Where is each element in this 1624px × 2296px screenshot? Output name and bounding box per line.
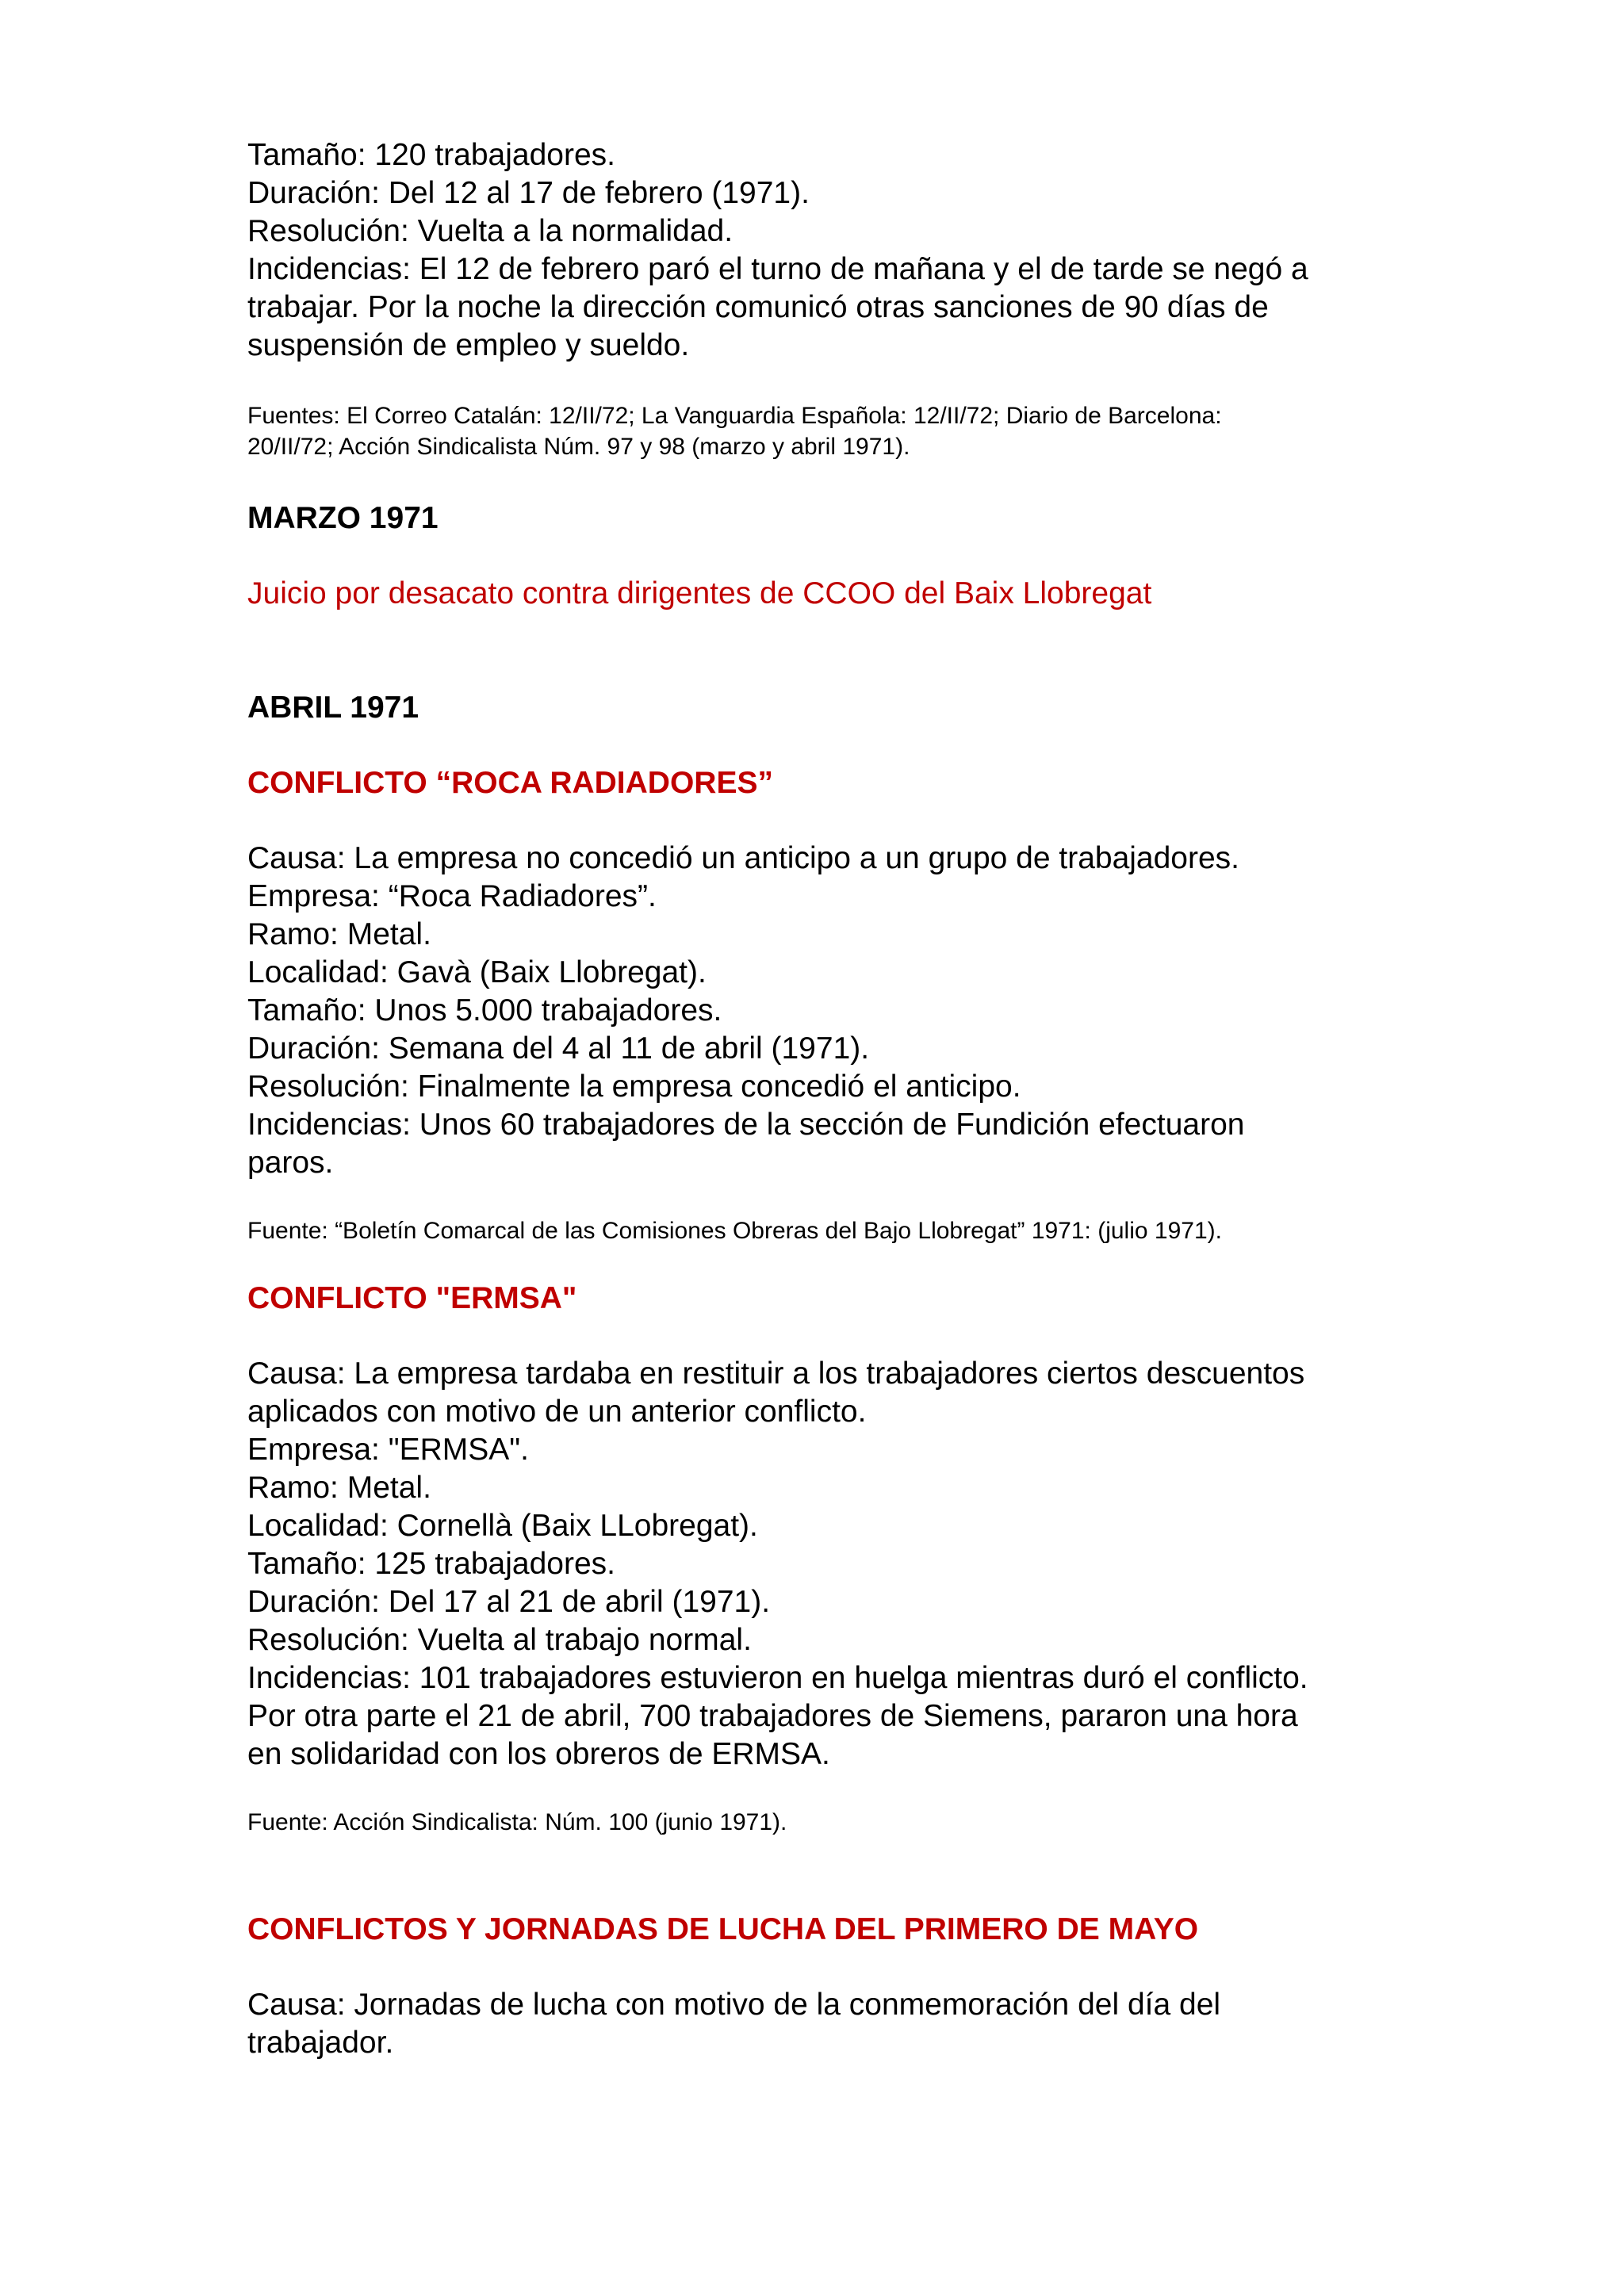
roca-conflict-details xyxy=(247,840,1405,1182)
roca-cause-line: Causa: La empresa no concedió un anticipo a un grupo de trabajadores. xyxy=(247,841,1240,875)
ermsa-cause-line: Causa: La empresa tardaba en restituir a los trabajadores ciertos descuentos xyxy=(247,1357,1305,1391)
roca-sector-line: Ramo: Metal. xyxy=(247,917,431,951)
ermsa-conflict-details xyxy=(247,1355,1405,1774)
ermsa-source: Fuente: Acción Sindicalista: Núm. 100 (junio 1971). xyxy=(247,1809,787,1835)
ermsa-size-line: Tamaño: 125 trabajadores. xyxy=(247,1547,615,1581)
ermsa-company-line: Empresa: "ERMSA". xyxy=(247,1433,529,1467)
month-heading-marzo: MARZO 1971 xyxy=(247,501,439,535)
conflict-heading-mayo: CONFLICTOS Y JORNADAS DE LUCHA DEL PRIMERO DE MAYO xyxy=(247,1912,1199,1946)
ermsa-resolution-line: Resolución: Vuelta al trabajo normal. xyxy=(247,1623,752,1657)
conflict-heading-roca: CONFLICTO “ROCA RADIADORES” xyxy=(247,766,773,800)
roca-resolution-line: Resolución: Finalmente la empresa concedió el anticipo. xyxy=(247,1070,1021,1104)
roca-incidents-line: paros. xyxy=(247,1146,334,1180)
intro-size-line: Tamaño: 120 trabajadores. xyxy=(247,138,615,172)
intro-sources xyxy=(247,400,1405,462)
intro-incidents-line: trabajar. Por la noche la dirección comunicó otras sanciones de 90 días de xyxy=(247,290,1269,324)
conflict-heading-ermsa: CONFLICTO "ERMSA" xyxy=(247,1281,577,1315)
roca-source: Fuente: “Boletín Comarcal de las Comisiones Obreras del Bajo Llobregat” 1971: (julio 1971). xyxy=(247,1218,1222,1244)
roca-duration-line: Duración: Semana del 4 al 11 de abril (1971). xyxy=(247,1031,870,1066)
marzo-event-title: Juicio por desacato contra dirigentes de CCOO del Baix Llobregat xyxy=(247,576,1152,610)
ermsa-incidents-line: Incidencias: 101 trabajadores estuvieron en huelga mientras duró el conflicto. xyxy=(247,1661,1308,1695)
roca-company-line: Empresa: “Roca Radiadores”. xyxy=(247,879,657,913)
document-page xyxy=(247,136,1405,2062)
roca-size-line: Tamaño: Unos 5.000 trabajadores. xyxy=(247,993,722,1027)
ermsa-duration-line: Duración: Del 17 al 21 de abril (1971). xyxy=(247,1585,771,1619)
source-line: 20/II/72; Acción Sindicalista Núm. 97 y 98 (marzo y abril 1971). xyxy=(247,434,910,460)
intro-resolution-line: Resolución: Vuelta a la normalidad. xyxy=(247,214,733,248)
intro-conflict-details xyxy=(247,136,1405,365)
ermsa-incidents-line: Por otra parte el 21 de abril, 700 trabajadores de Siemens, pararon una hora xyxy=(247,1699,1298,1733)
month-heading-abril: ABRIL 1971 xyxy=(247,691,419,725)
ermsa-incidents-line: en solidaridad con los obreros de ERMSA. xyxy=(247,1737,830,1771)
roca-location-line: Localidad: Gavà (Baix Llobregat). xyxy=(247,955,707,989)
roca-incidents-line: Incidencias: Unos 60 trabajadores de la sección de Fundición efectuaron xyxy=(247,1108,1245,1142)
ermsa-location-line: Localidad: Cornellà (Baix LLobregat). xyxy=(247,1509,758,1543)
ermsa-cause-line: aplicados con motivo de un anterior conflicto. xyxy=(247,1395,867,1429)
mayo-cause-line: trabajador. xyxy=(247,2026,394,2060)
source-line: Fuentes: El Correo Catalán: 12/II/72; La Vanguardia Española: 12/II/72; Diario de Barcelona: xyxy=(247,403,1222,429)
intro-incidents-line: suspensión de empleo y sueldo. xyxy=(247,328,690,362)
ermsa-sector-line: Ramo: Metal. xyxy=(247,1471,431,1505)
mayo-cause-line: Causa: Jornadas de lucha con motivo de la conmemoración del día del xyxy=(247,1988,1221,2022)
intro-duration-line: Duración: Del 12 al 17 de febrero (1971). xyxy=(247,176,810,210)
intro-incidents-line: Incidencias: El 12 de febrero paró el turno de mañana y el de tarde se negó a xyxy=(247,252,1308,286)
mayo-conflict-details xyxy=(247,1986,1405,2062)
